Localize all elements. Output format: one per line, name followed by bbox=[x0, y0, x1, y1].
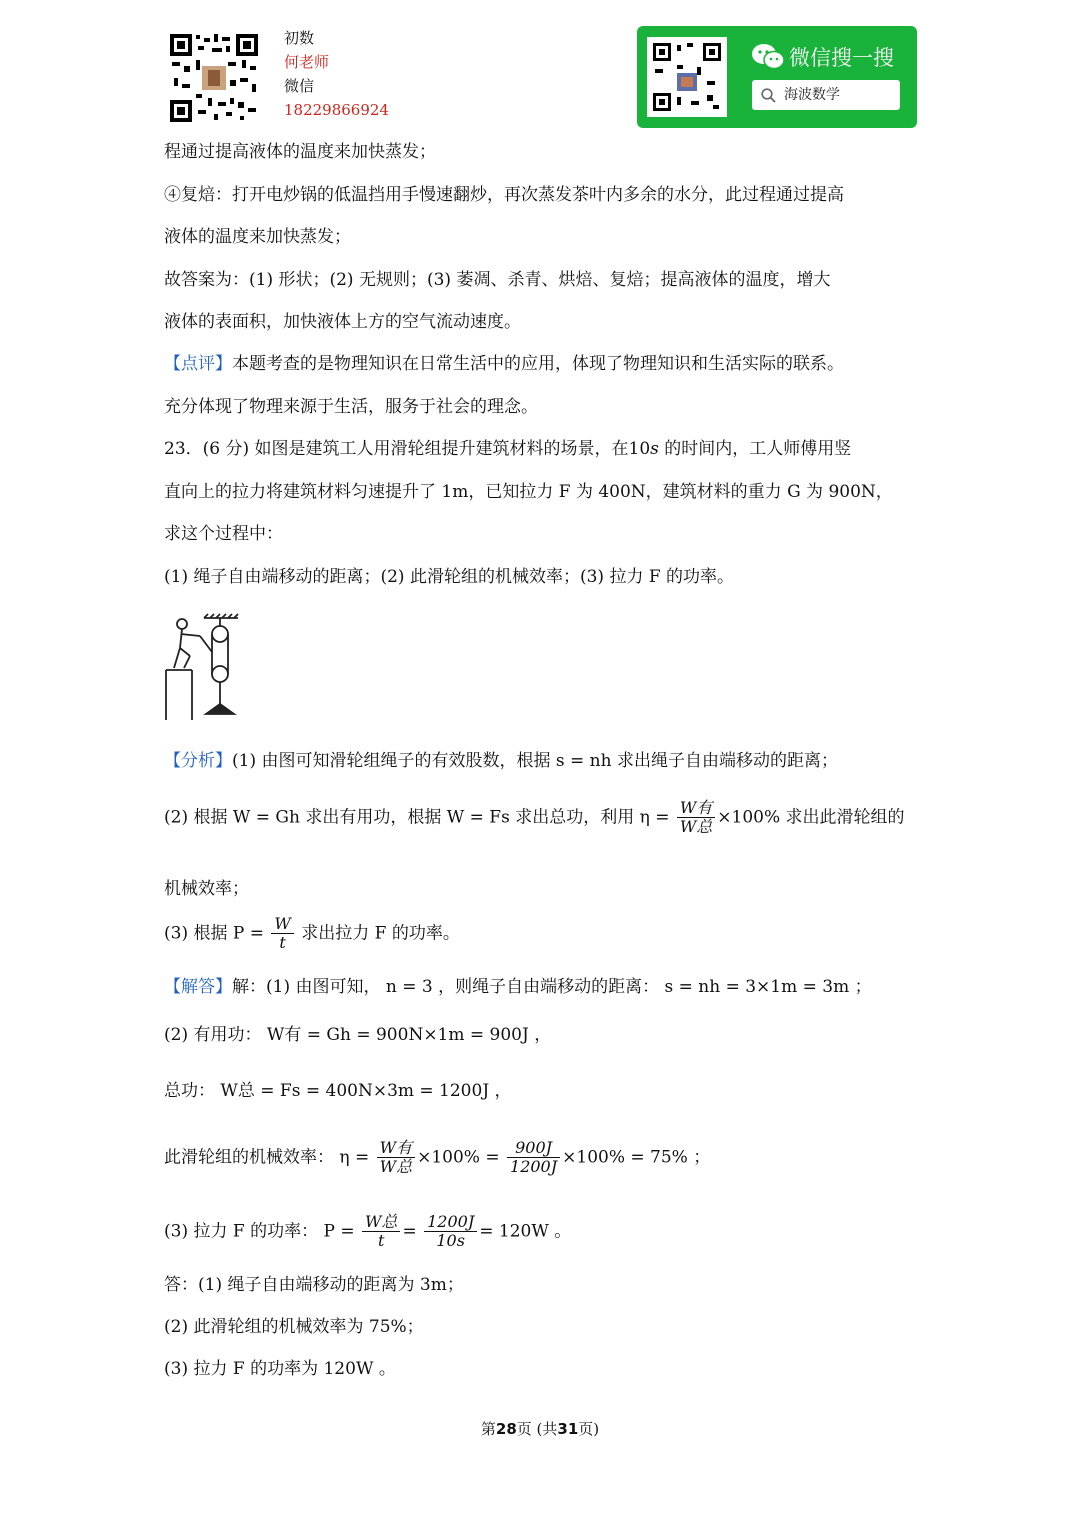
question-23-line-1 bbox=[164, 437, 851, 461]
efficiency-fraction: $\frac{\text{W有}}{\text{W总}}$ bbox=[677, 799, 715, 836]
solution-line-2: (2) 有用功： W有 = Gh = 900N×1m = 900J ， bbox=[164, 1025, 552, 1045]
page-total: 31 bbox=[557, 1420, 579, 1438]
wechat-qr-code-icon bbox=[647, 37, 727, 117]
question-23-line-2: 直向上的拉力将建筑材料匀速提升了 1m，已知拉力 F 为 400N，建筑材料的重力 G 为 900N， bbox=[164, 482, 893, 502]
text-line-3: 液体的温度来加快蒸发； bbox=[164, 227, 351, 247]
solution-line-1 bbox=[164, 975, 872, 999]
wechat-search-text: 海波数学 bbox=[784, 87, 840, 103]
solution-text-1: 解：(1) 由图可知， n = 3 ，则绳子自由端移动的距离： s = nh = 3×1m = 3m ； bbox=[232, 977, 872, 997]
wechat-search-banner[interactable] bbox=[637, 26, 917, 128]
review-line bbox=[164, 352, 844, 376]
power-fraction: $\frac{W}{t}$ bbox=[271, 915, 293, 952]
review-text: 本题考查的是物理知识在日常生活中的应用，体现了物理知识和生活实际的联系。 bbox=[232, 354, 844, 374]
page-number: 28 bbox=[495, 1420, 517, 1438]
search-icon bbox=[761, 88, 776, 103]
final-answer-line-3: (3) 拉力 F 的功率为 120W 。 bbox=[164, 1359, 396, 1379]
solution-text-5a: (3) 拉力 F 的功率： P = bbox=[164, 1221, 355, 1242]
answer-tag: 【解答】 bbox=[164, 977, 232, 997]
analysis-text-4b: 求出拉力 F 的功率。 bbox=[295, 923, 460, 944]
contact-line-wechat: 微信 bbox=[284, 77, 315, 95]
answer-line-1: 故答案为：(1) 形状；(2) 无规则；(3) 萎凋、杀青、烘焙、复焙；提高液体的温度，增大 bbox=[164, 270, 831, 290]
analysis-line-4 bbox=[164, 915, 460, 952]
solution-line-5 bbox=[164, 1213, 571, 1250]
analysis-text-2b: ×100% 求出此滑轮组的 bbox=[717, 807, 905, 828]
solution-text-5b: = 120W 。 bbox=[479, 1221, 572, 1242]
pulley-figure bbox=[162, 612, 246, 722]
question-23-text-b: 的时间内，工人师傅用竖 bbox=[658, 439, 852, 459]
solution-line-3: 总功： W总 = Fs = 400N×3m = 1200J ， bbox=[164, 1081, 512, 1101]
question-23-unit: s bbox=[650, 439, 659, 459]
contact-line-teacher: 何老师 bbox=[284, 53, 330, 71]
text-line-1: 程通过提高液体的温度来加快蒸发； bbox=[164, 142, 436, 162]
solution-text-4b: ×100% = 75% ； bbox=[562, 1147, 711, 1168]
question-23-text-a: 23．(6 分) 如图是建筑工人用滑轮组提升建筑材料的场景，在10 bbox=[164, 439, 651, 459]
analysis-text-2a: (2) 根据 W = Gh 求出有用功，根据 W = Fs 求出总功，利用 η = bbox=[164, 807, 670, 828]
qr-code-icon bbox=[168, 32, 260, 124]
contact-line-phone: 18229866924 bbox=[284, 101, 389, 119]
solution-text-5-eq: = bbox=[402, 1221, 417, 1242]
solution-line-4 bbox=[164, 1139, 710, 1176]
efficiency-fraction-2: $\frac{900J}{1200J}$ bbox=[507, 1139, 560, 1176]
solution-text-4-mid: ×100% = bbox=[417, 1147, 500, 1168]
solution-text-4a: 此滑轮组的机械效率： η = bbox=[164, 1147, 370, 1168]
page-footer: 第28页 (共31页) bbox=[480, 1420, 600, 1438]
analysis-text-4a: (3) 根据 P = bbox=[164, 923, 264, 944]
question-23-line-4: (1) 绳子自由端移动的距离；(2) 此滑轮组的机械效率；(3) 拉力 F 的功率。 bbox=[164, 567, 735, 587]
wechat-search-box[interactable] bbox=[752, 80, 900, 110]
final-answer-line-2: (2) 此滑轮组的机械效率为 75%； bbox=[164, 1317, 424, 1337]
review-tag: 【点评】 bbox=[164, 354, 232, 374]
analysis-line-1 bbox=[164, 749, 838, 773]
wechat-logo-icon bbox=[751, 43, 785, 71]
power-fraction-2: $\frac{1200J}{10s}$ bbox=[424, 1213, 477, 1250]
efficiency-fraction-1: $\frac{\text{W有}}{\text{W总}}$ bbox=[377, 1139, 415, 1176]
answer-line-2: 液体的表面积，加快液体上方的空气流动速度。 bbox=[164, 312, 521, 332]
review-line-2: 充分体现了物理来源于生活，服务于社会的理念。 bbox=[164, 397, 538, 417]
contact-line-subject: 初数 bbox=[284, 29, 315, 47]
analysis-tag: 【分析】 bbox=[164, 751, 232, 771]
final-answer-line-1: 答：(1) 绳子自由端移动的距离为 3m； bbox=[164, 1275, 464, 1295]
analysis-line-2 bbox=[164, 799, 905, 836]
contact-info bbox=[284, 26, 389, 122]
power-fraction-1: $\frac{\text{W总}}{t}$ bbox=[362, 1213, 400, 1250]
analysis-text-1: (1) 由图可知滑轮组绳子的有效股数，根据 s = nh 求出绳子自由端移动的距离； bbox=[232, 751, 838, 771]
question-23-line-3: 求这个过程中： bbox=[164, 524, 283, 544]
text-line-2: ④复焙：打开电炒锅的低温挡用手慢速翻炒，再次蒸发茶叶内多余的水分，此过程通过提高 bbox=[164, 185, 844, 205]
wechat-search-title: 微信搜一搜 bbox=[789, 46, 894, 70]
analysis-line-3: 机械效率； bbox=[164, 879, 249, 899]
